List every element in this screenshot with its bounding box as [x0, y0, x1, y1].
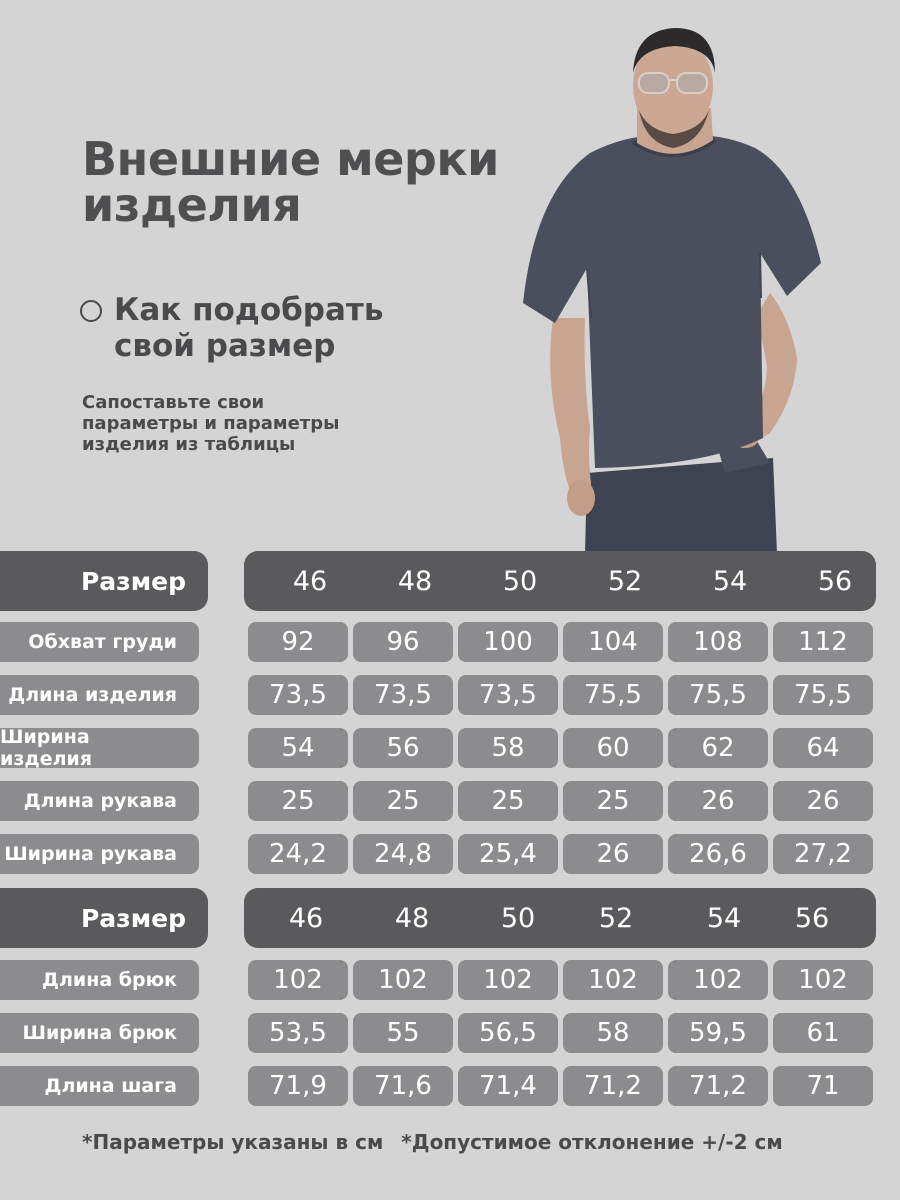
- table-cell: 71,4: [458, 1066, 558, 1106]
- table-cell: 25: [248, 781, 348, 821]
- footnote: [82, 1130, 783, 1154]
- table-cell: 92: [248, 622, 348, 662]
- note-line-1: Сапоставьте свои: [82, 392, 265, 413]
- table-cell: 102: [353, 960, 453, 1000]
- table-cell: 73,5: [248, 675, 348, 715]
- size-header-label: Размер: [0, 551, 208, 611]
- table-cell: 100: [458, 622, 558, 662]
- footnote-tolerance: *Допустимое отклонение +/-2 см: [401, 1130, 783, 1154]
- table-cell: 25: [353, 781, 453, 821]
- size-header-label: Размер: [0, 888, 208, 948]
- table-cell: 25: [458, 781, 558, 821]
- table-cell: 53,5: [248, 1013, 348, 1053]
- row-label-length: Длина изделия: [0, 675, 199, 715]
- size-46: 46: [288, 902, 324, 934]
- size-56: 56: [817, 565, 853, 597]
- size-header-bar: [244, 888, 876, 948]
- instruction-note: [82, 392, 339, 455]
- table-cell: 25,4: [458, 834, 558, 874]
- table-cell: 75,5: [668, 675, 768, 715]
- table-cell: 112: [773, 622, 873, 662]
- table-cell: 102: [458, 960, 558, 1000]
- row-label-pants-length: Длина брюк: [0, 960, 199, 1000]
- size-50: 50: [500, 902, 536, 934]
- table-cell: 26: [773, 781, 873, 821]
- howto-line-2: свой размер: [114, 328, 336, 364]
- table-cell: 62: [668, 728, 768, 768]
- table-cell: 102: [668, 960, 768, 1000]
- size-46: 46: [292, 565, 328, 597]
- title-line-1: Внешние мерки: [82, 132, 499, 186]
- row-label-width: Ширина изделия: [0, 728, 199, 768]
- size-54: 54: [706, 902, 742, 934]
- table-cell: 102: [248, 960, 348, 1000]
- row-label-inseam: Длина шага: [0, 1066, 199, 1106]
- table-cell: 56,5: [458, 1013, 558, 1053]
- row-label-sleeve-length: Длина рукава: [0, 781, 199, 821]
- table-cell: 73,5: [458, 675, 558, 715]
- table-cell: 56: [353, 728, 453, 768]
- size-52: 52: [607, 565, 643, 597]
- table-cell: 96: [353, 622, 453, 662]
- table-cell: 104: [563, 622, 663, 662]
- footnote-units: *Параметры указаны в см: [82, 1130, 384, 1154]
- size-54: 54: [712, 565, 748, 597]
- model-photo: [515, 18, 835, 553]
- row-label-pants-width: Ширина брюк: [0, 1013, 199, 1053]
- table-cell: 75,5: [563, 675, 663, 715]
- size-52: 52: [598, 902, 634, 934]
- size-56: 56: [794, 902, 830, 934]
- row-label-sleeve-width: Ширина рукава: [0, 834, 199, 874]
- row-label-chest: Обхват груди: [0, 622, 199, 662]
- size-48: 48: [394, 902, 430, 934]
- table-cell: 71: [773, 1066, 873, 1106]
- howto-line-1: Как подобрать: [114, 292, 384, 328]
- table-cell: 26: [668, 781, 768, 821]
- table-cell: 73,5: [353, 675, 453, 715]
- table-cell: 25: [563, 781, 663, 821]
- table-cell: 108: [668, 622, 768, 662]
- size-header-bar: [244, 551, 876, 611]
- table-cell: 55: [353, 1013, 453, 1053]
- title-line-2: изделия: [82, 178, 302, 232]
- table-cell: 71,9: [248, 1066, 348, 1106]
- table-cell: 26,6: [668, 834, 768, 874]
- table-cell: 59,5: [668, 1013, 768, 1053]
- size-48: 48: [397, 565, 433, 597]
- table-cell: 60: [563, 728, 663, 768]
- table-cell: 24,8: [353, 834, 453, 874]
- how-to-heading: [80, 292, 383, 364]
- table-cell: 54: [248, 728, 348, 768]
- note-line-3: изделия из таблицы: [82, 434, 296, 455]
- table-cell: 75,5: [773, 675, 873, 715]
- table-cell: 58: [563, 1013, 663, 1053]
- table-cell: 102: [773, 960, 873, 1000]
- table-cell: 71,2: [668, 1066, 768, 1106]
- table-cell: 27,2: [773, 834, 873, 874]
- page-title: [82, 132, 499, 232]
- table-cell: 26: [563, 834, 663, 874]
- table-cell: 64: [773, 728, 873, 768]
- table-cell: 71,2: [563, 1066, 663, 1106]
- note-line-2: параметры и параметры: [82, 413, 340, 434]
- circle-outline-icon: [80, 300, 102, 322]
- table-cell: 102: [563, 960, 663, 1000]
- size-50: 50: [502, 565, 538, 597]
- table-cell: 24,2: [248, 834, 348, 874]
- table-cell: 71,6: [353, 1066, 453, 1106]
- table-cell: 61: [773, 1013, 873, 1053]
- table-cell: 58: [458, 728, 558, 768]
